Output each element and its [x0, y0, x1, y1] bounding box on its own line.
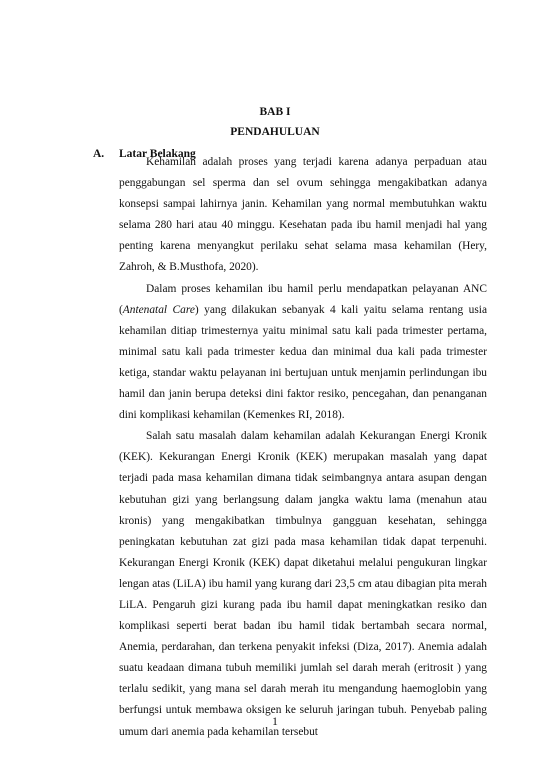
section-letter: A.	[93, 148, 105, 160]
paragraph-2-italic-term: Antenatal Care	[122, 303, 195, 316]
page-number: 1	[272, 716, 278, 728]
paragraph-2	[119, 279, 487, 427]
paragraph-2-start: Dalam proses kehamilan ibu hamil perlu mendapatkan pelayanan ANC (	[119, 282, 487, 316]
chapter-label: BAB I	[259, 106, 291, 118]
paragraph-2-end: ) yang dilakukan sebanyak 4 kali yaitu selama rentang usia kehamilan ditiap trimesternya yaitu minimal satu kali pada trimester pertama, minimal satu kali pada trimester kedua dan minimal dua kali pada trimester ketiga, standar waktu pelayanan ini bertujuan untuk menjamin perlindungan ibu hamil dan janin berupa deteksi dini faktor resiko, pencegahan, dan penanganan dini komplikasi kehamilan (Kemenkes RI, 2018).	[119, 303, 488, 422]
chapter-title: PENDAHULUAN	[230, 126, 320, 138]
section-title: Latar Belakang	[119, 148, 196, 160]
paragraph-3: Salah satu masalah dalam kehamilan adalah Kekurangan Energi Kronik (KEK). Kekurangan Energi Kronik (KEK) merupakan masalah yang dapat terjadi pada masa kehamilan dimana tidak seimbangnya antara asupan dengan kebutuhan gizi yang berlangsung dalam jangka waktu lama (menahun atau kronis) yang mengakibatkan timbulnya gangguan kesehatan, sehingga peningkatan kebutuhan zat gizi pada masa kehamilan tidak dapat terpenuhi. Kekurangan Energi Kronik (KEK) dapat diketahui melalui pengukuran lingkar lengan atas (LiLA) ibu hamil yang kurang dari 23,5 cm atau dibagian pita merah LiLA. Pengaruh gizi kurang pada ibu hamil dapat meningkatkan resiko dan komplikasi seperti berat badan ibu hamil tidak bertambah secara normal, Anemia, perdarahan, dan terkena penyakit infeksi (Diza, 2017). Anemia adalah suatu keadaan dimana tubuh memiliki jumlah sel darah merah (eritrosit ) yang terlalu sedikit, yang mana sel darah merah itu mengandung haemoglobin yang berfungsi untuk membawa oksigen ke seluruh jaringan tubuh. Penyebab paling umum dari anemia pada kehamilan tersebut	[119, 430, 487, 738]
paragraph-1: Kehamilan adalah proses yang terjadi karena adanya perpaduan atau penggabungan sel sperma dan sel ovum sehingga mengakibatkan adanya konsepsi sampai lahirnya janin. Kehamilan yang normal membutuhkan waktu selama 280 hari atau 40 minggu. Kesehatan pada ibu hamil menjadi hal yang penting karena menyangkut perilaku sehat selama masa kehamilan (Hery, Zahroh, & B.Musthofa, 2020).	[119, 156, 487, 274]
body-text	[119, 152, 487, 743]
